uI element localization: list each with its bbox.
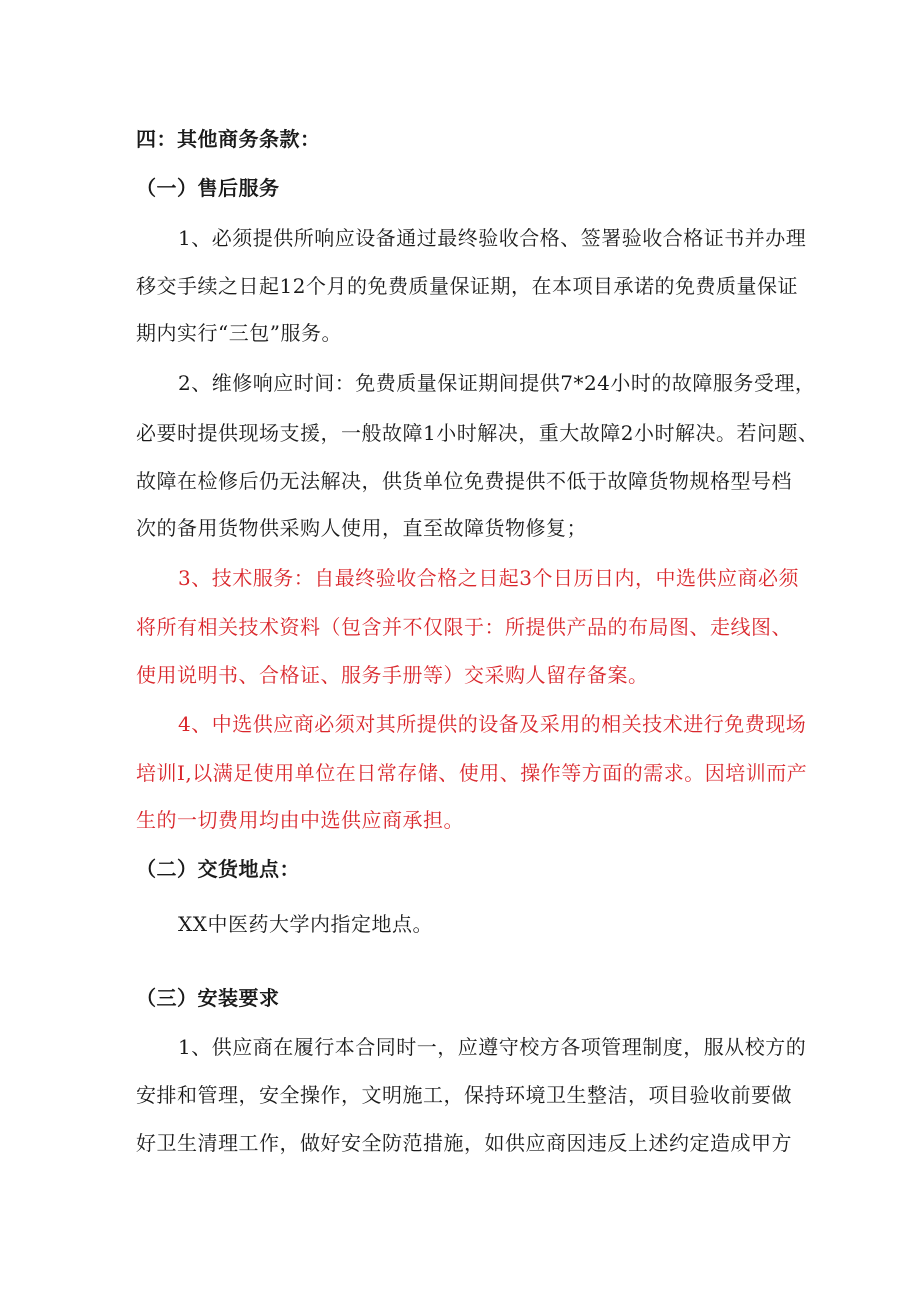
installation-item1-line2: 安排和管理，安全操作，文明施工，保持环境卫生整洁，项目验收前要做 xyxy=(136,1083,792,1107)
after-sales-item3-line3: 使用说明书、合格证、服务手册等）交采购人留存备案。 xyxy=(136,663,649,687)
installation-item1-line1: 1、供应商在履行本合同时一，应遵守校方各项管理制度，服从校方的 xyxy=(178,1035,807,1059)
after-sales-item3-line1: 3、技术服务：自最终验收合格之日起3个日历日内，中选供应商必须 xyxy=(178,566,799,590)
installation-heading: （三）安装要求 xyxy=(136,986,280,1010)
section-title: 四：其他商务条款： xyxy=(136,127,321,151)
after-sales-item4-line1: 4、中选供应商必须对其所提供的设备及采用的相关技术进行免费现场 xyxy=(178,712,807,736)
after-sales-item1-line2: 移交手续之日起12个月的免费质量保证期，在本项目承诺的免费质量保证 xyxy=(136,274,798,298)
delivery-text: XX中医药大学内指定地点。 xyxy=(178,912,433,936)
installation-item1-line3: 好卫生清理工作，做好安全防范措施，如供应商因违反上述约定造成甲方 xyxy=(136,1131,792,1155)
after-sales-item3-line2: 将所有相关技术资料（包含并不仅限于：所提供产品的布局图、走线图、 xyxy=(136,615,792,639)
after-sales-item4-line2: 培训I,以满足使用单位在日常存储、使用、操作等方面的需求。因培训而产 xyxy=(136,761,808,785)
after-sales-item2-line4: 次的备用货物供采购人使用，直至故障货物修复； xyxy=(136,516,587,540)
after-sales-item2-line3: 故障在检修后仍无法解决，供货单位免费提供不低于故障货物规格型号档 xyxy=(136,469,792,493)
after-sales-item2-line2: 必要时提供现场支援，一般故障1小时解决，重大故障2小时解决。若问题、 xyxy=(136,421,819,445)
after-sales-item4-line3: 生的一切费用均由中选供应商承担。 xyxy=(136,808,464,832)
after-sales-item1-line3: 期内实行“三包”服务。 xyxy=(136,321,342,345)
after-sales-heading: （一）售后服务 xyxy=(136,176,280,200)
after-sales-item2-line1: 2、维修响应时间：免费质量保证期间提供7*24小时的故障服务受理， xyxy=(178,371,816,395)
after-sales-item1-line1: 1、必须提供所响应设备通过最终验收合格、签署验收合格证书并办理 xyxy=(178,226,807,250)
delivery-heading: （二）交货地点： xyxy=(136,857,300,881)
